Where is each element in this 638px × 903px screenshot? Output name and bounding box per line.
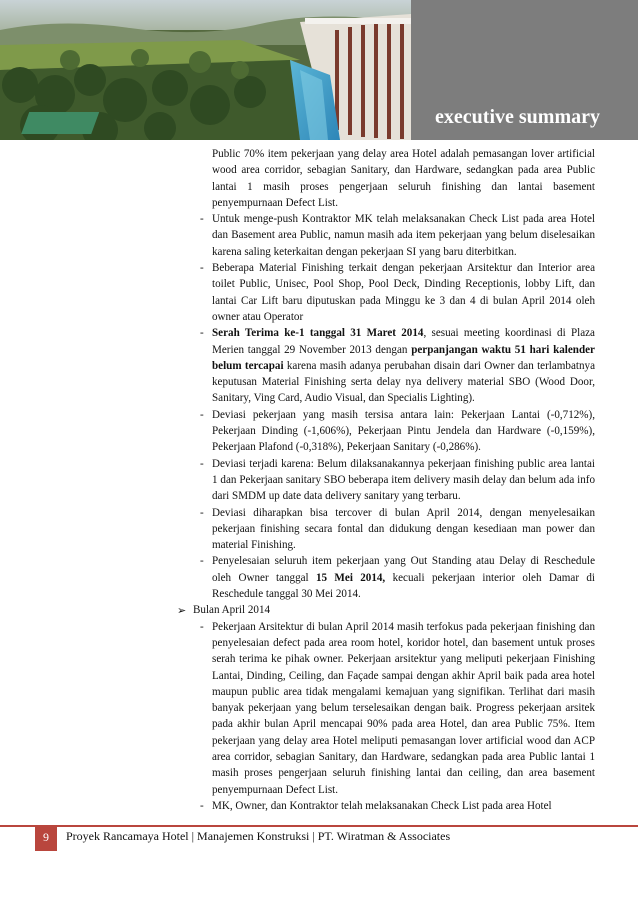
list-item-reschedule [0,553,595,602]
hotel-pool-aerial-photo [0,0,411,140]
dash-marker: - [200,555,204,568]
list-item-text: Penyelesaian seluruh item pekerjaan yang Out Standing atau Delay di Reschedule oleh Owner tanggal [212,555,595,584]
bold-phrase: 15 Mei 2014, [315,571,386,584]
list-item [0,407,595,456]
bold-phrase: Serah Terima ke-1 tanggal 31 Maret 2014 [212,327,424,340]
list-item-serah-terima [0,325,595,406]
list-item-text: kecuali pekerjaan interior oleh Damar di Reschedule tanggal 30 Mei 2014. [212,571,595,601]
dash-marker: - [200,408,204,421]
header-banner [0,0,638,140]
page-number: 9 [35,827,57,851]
dash-marker: - [200,327,204,340]
dash-marker: - [200,213,204,226]
document-body [0,146,638,814]
dash-marker: - [200,620,204,633]
list-item [0,619,595,798]
list-item-text: Deviasi terjadi karena: Belum dilaksanakannya pekerjaan finishing public area lantai 1 dan Pekerjaan sanitary SBO beberapa item delivery masih delay dan belum ada info dari SMDM up date data delivery sanitary yang terbaru. [212,457,595,503]
section-heading-text: Bulan April 2014 [193,604,271,617]
footer-divider [0,825,638,827]
list-item-text: Beberapa Material Finishing terkait dengan pekerjaan Arsitektur dan Interior area toilet Public, Unisec, Pool Shop, Pool Deck, Dinding Receptionis, lobby Lift, dan lantai Car Lift baru diputuskan pada Minggu ke 3 dan 4 di bulan April 2014 oleh owner atau Operator [212,262,595,323]
list-item [0,260,595,325]
list-item-text: MK, Owner, dan Kontraktor telah melaksanakan Check List pada area Hotel [212,799,552,812]
list-item [0,211,595,260]
footer-text: Proyek Rancamaya Hotel | Manajemen Konstruksi | PT. Wiratman & Associates [66,829,451,843]
section-heading-april [0,602,638,618]
arrow-bullet-icon: ➢ [177,604,187,618]
dash-marker: - [200,506,204,519]
list-item-text: Pekerjaan Arsitektur di bulan April 2014 masih terfokus pada pekerjaan finishing dan penyelesaian defect pada area room hotel, koridor hotel, dan basement untuk proses serah terima ke pihak owner. Pekerjaan arsitektur yang meliputi pekerjaan Finishing Lantai, Dinding, Ceiling, dan Façade sampai dengan akhir April baik pada area hotel maupun public area tidak mengalami kemajuan yang signifikan. Terlihat dari masih banyak pekerjaan yang belum terselesaikan dengan baik. Progress pekerjaan arsitek pada akhir bulan April mencapai 90% pada area Hotel, dan area Public 75%. Item pekerjaan yang delay area Hotel meliputi pemasangan lover artificial wood dan ACP area corridor, sebagian Sanitary, dan Hardware, sedangkan pada area Public lantai 1 masih proses pengerjaan seluruh finishing lantai dan ceiling, dan area basement penyempurnaan Defect List. [212,620,595,796]
dash-marker: - [200,799,204,812]
page-section-title: executive summary [435,106,600,128]
bold-phrase: perpanjangan waktu 51 hari kalender belum tercapai [212,343,595,372]
list-item [0,505,595,554]
list-item [0,798,595,814]
list-item-text: Deviasi diharapkan bisa tercover di bulan April 2014, dengan menyelesaikan pekerjaan finishing secara fontal dan didukung dengan kesediaan man power dan material Finishing. [212,506,595,552]
dash-marker: - [200,457,204,470]
dash-marker: - [200,262,204,275]
list-item-text: , sesuai meeting koordinasi di Plaza Merien tanggal 29 November 2013 dengan [212,327,595,356]
list-item-text: Deviasi pekerjaan yang masih tersisa antara lain: Pekerjaan Lantai (-0,712%), Pekerjaan Dinding (-1,606%), Pekerjaan Pintu Jendela dan Hardware (-0,159%), Pekerjaan Plafond (-0,318%), Pekerjaan Sanitary (-0,286%). [212,408,595,454]
title-box [411,0,638,140]
list-item-text: Untuk menge-push Kontraktor MK telah melaksanakan Check List pada area Hotel dan Basement area Public, namun masih ada item pekerjaan yang belum diselesaikan karena saling keterkaitan dengan pekerjaan SI yang baru diterbitkan. [212,213,595,258]
continued-paragraph: Public 70% item pekerjaan yang delay area Hotel adalah pemasangan lover artificial wood area corridor, sebagian Sanitary, dan Hardware, sedangkan pada area Public lantai 1 masih proses pengerjaan seluruh finishing dan lantai basement penyempurnaan Defect List. [212,148,595,209]
list-item [0,456,595,505]
list-item-text: karena masih adanya perubahan disain dari Owner dan terlambatnya keputusan Material Finishing serta delay nya delivery material SBO (Wood Door, Sanitary, Ving Card, Audio Visual, dan Specialis Lighting). [212,359,595,405]
